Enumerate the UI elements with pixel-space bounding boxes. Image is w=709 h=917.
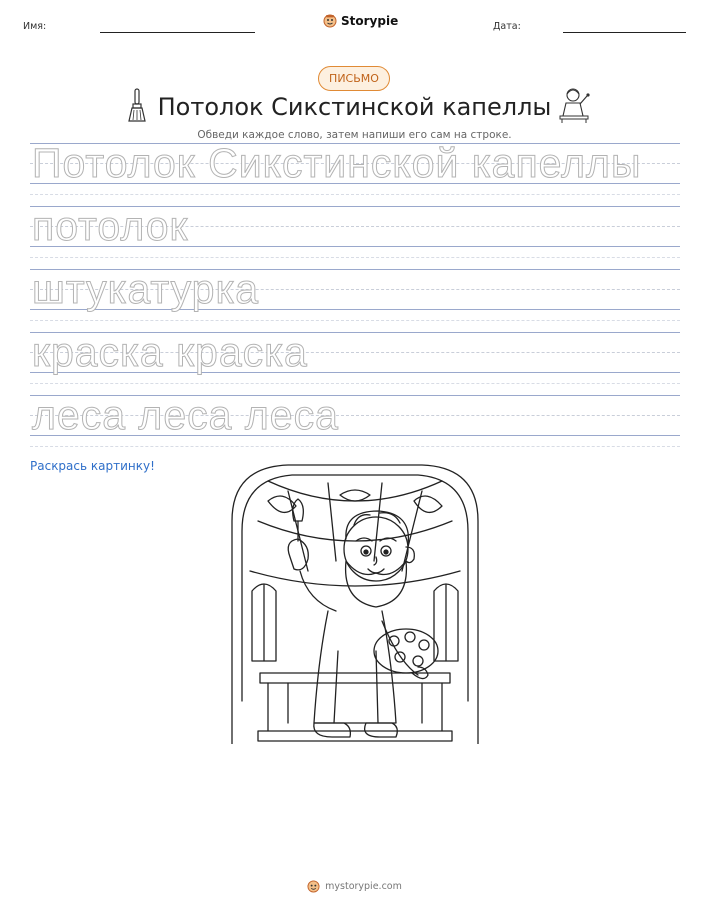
brand-name: Storypie bbox=[341, 14, 399, 28]
trace-row[interactable] bbox=[30, 392, 680, 455]
storypie-logo-icon bbox=[307, 880, 320, 893]
name-label: Имя: bbox=[23, 21, 47, 32]
name-line[interactable] bbox=[100, 32, 255, 33]
trace-word: штукатурка bbox=[32, 266, 260, 312]
date-label: Дата: bbox=[493, 21, 521, 32]
footer bbox=[0, 880, 709, 893]
brand-logo bbox=[323, 14, 398, 28]
trace-row[interactable] bbox=[30, 140, 680, 203]
instructions: Обведи каждое слово, затем напиши его сам на строке. bbox=[197, 129, 512, 141]
coloring-picture[interactable] bbox=[228, 461, 482, 744]
trace-word: краска краска bbox=[32, 329, 308, 375]
trace-row[interactable] bbox=[30, 266, 680, 329]
trace-row[interactable] bbox=[30, 329, 680, 392]
category-badge: ПИСЬМО bbox=[318, 66, 390, 91]
artist-icon bbox=[556, 86, 592, 124]
date-line[interactable] bbox=[563, 32, 686, 33]
footer-url[interactable]: mystorypie.com bbox=[325, 881, 402, 892]
trace-word: леса леса леса bbox=[32, 392, 339, 438]
trace-word: Потолок Сикстинской капеллы bbox=[32, 140, 642, 186]
storypie-logo-icon bbox=[323, 14, 337, 28]
worksheet-title: Потолок Сикстинской капеллы bbox=[157, 93, 552, 121]
trace-row[interactable] bbox=[30, 203, 680, 266]
trace-word: потолок bbox=[32, 203, 189, 249]
coloring-label: Раскрась картинку! bbox=[30, 459, 155, 473]
